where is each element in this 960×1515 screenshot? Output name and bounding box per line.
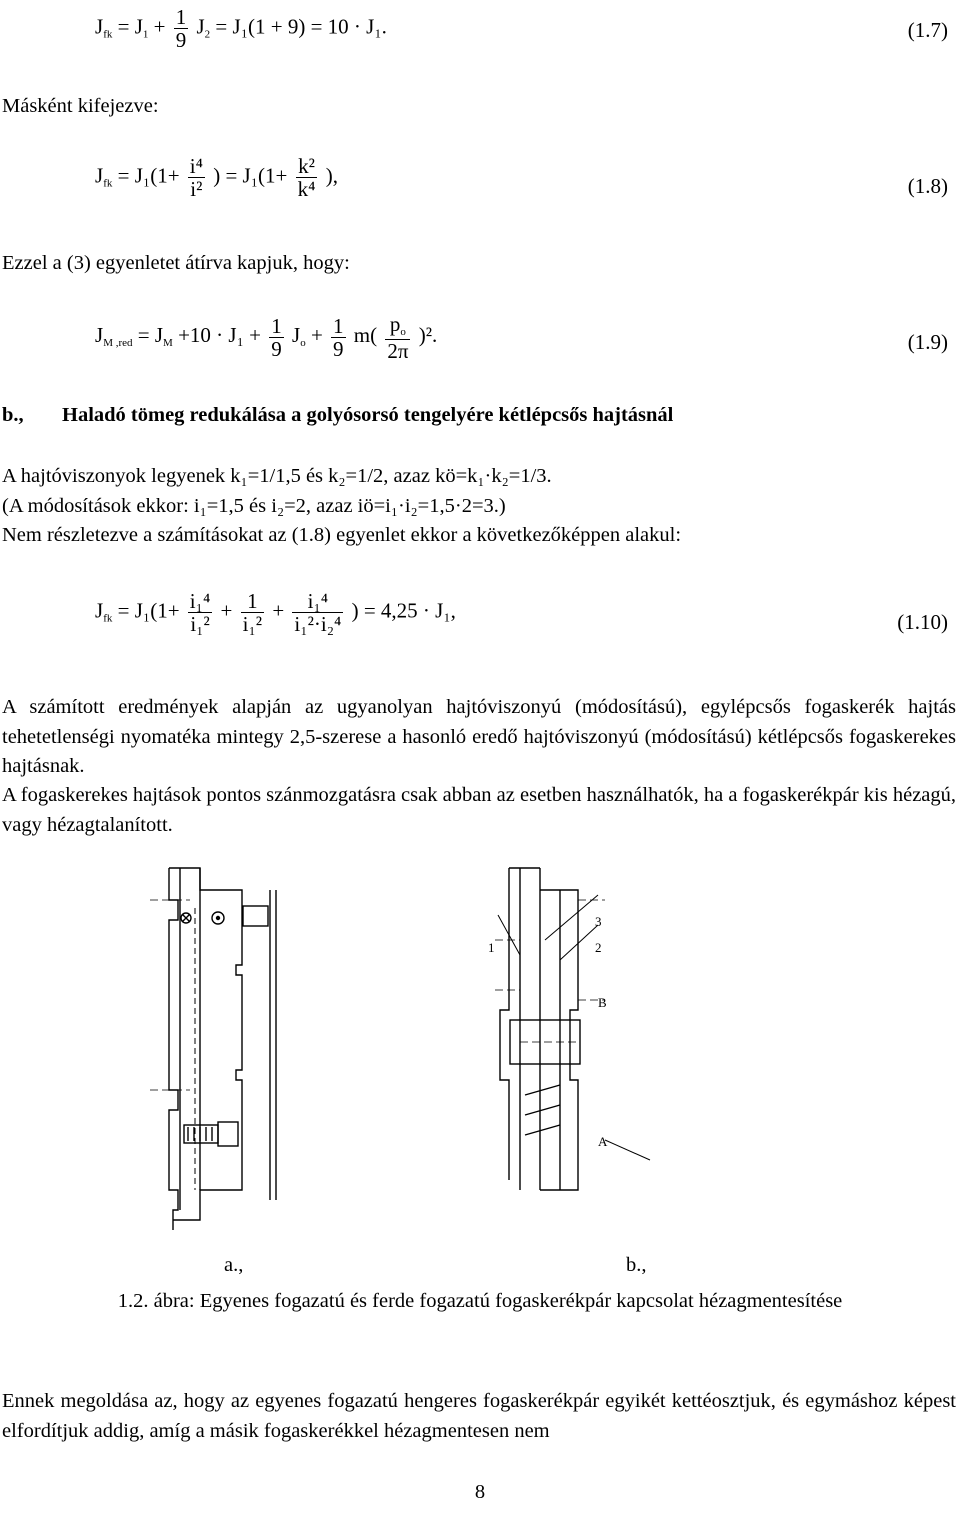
equation-1-9 bbox=[95, 313, 437, 362]
equation-number-1-10: (1.10) bbox=[897, 610, 948, 634]
eq-symbol: J bbox=[95, 163, 104, 188]
eq-part: = J bbox=[137, 323, 164, 348]
fraction-numerator: 1 bbox=[271, 313, 282, 338]
eq-operator: + bbox=[153, 14, 166, 39]
eq-part: = J₁(1+ bbox=[117, 598, 180, 623]
fraction-denominator: i₁²·i₂⁴ bbox=[294, 612, 342, 637]
fraction-numerator: 1 bbox=[247, 589, 258, 613]
tag-A: A bbox=[598, 1134, 608, 1149]
eq-part: ) = 4,25 · J₁, bbox=[351, 598, 456, 623]
fraction-1-9 bbox=[269, 315, 284, 360]
eq-subscript: o bbox=[300, 337, 306, 350]
tag-1: 1 bbox=[488, 940, 495, 955]
fraction-denominator: 9 bbox=[271, 336, 282, 361]
eq-part: m( bbox=[353, 323, 378, 348]
eq-symbol: J bbox=[95, 598, 104, 623]
eq-subscript: 2 bbox=[204, 28, 211, 41]
drawing-a bbox=[150, 868, 276, 1230]
fraction-numerator: 1 bbox=[333, 313, 344, 338]
eq-subscript: o bbox=[400, 326, 406, 338]
eq-symbol: p bbox=[389, 312, 401, 336]
fraction-denominator: k⁴ bbox=[297, 177, 316, 202]
eq-subscript: M bbox=[163, 337, 173, 350]
fraction-denominator: 9 bbox=[175, 28, 187, 53]
tag-B: B bbox=[598, 995, 607, 1010]
equation-1-10 bbox=[95, 590, 456, 635]
paragraph-line: A hajtóviszonyok legyenek k₁=1/1,5 és k₂=1/2, azaz kö=k₁·k₂=1/3. bbox=[2, 465, 552, 487]
eq-operator: + bbox=[272, 598, 285, 623]
eq-symbol: J bbox=[95, 323, 104, 348]
fraction-numerator: k² bbox=[298, 154, 315, 178]
equation-number-1-9: (1.9) bbox=[907, 330, 948, 354]
eq-part: +10 · J₁ + bbox=[178, 323, 261, 348]
page-number: 8 bbox=[474, 1481, 486, 1503]
eq-subscript: 1 bbox=[142, 28, 149, 41]
paragraph: A fogaskerekes hajtások pontos szánmozgatásra csak abban az esetben használhatók, ha a fogaskerékpár kis hézagú, vagy hézagtalanított. bbox=[2, 784, 957, 836]
fraction bbox=[296, 155, 318, 200]
eq-subscript: fk bbox=[103, 177, 113, 190]
fraction-1-9 bbox=[174, 6, 189, 51]
fraction-denominator: i² bbox=[190, 177, 203, 202]
section-title: Haladó tömeg redukálása a golyósorsó tengelyére kétlépcsős hajtásnál bbox=[62, 404, 674, 426]
equation-number-1-7: (1.7) bbox=[907, 18, 948, 42]
paragraph: A számított eredmények alapján az ugyanolyan hajtóviszonyú (módosítású), egylépcsős fogaskerék hajtás tehetetlenségi nyomatéka mintegy 2,5-szerese a hasonló eredő hajtóviszonyú (módosítású) kétlépcsős fogaskerekes hajtásnak. bbox=[2, 696, 956, 778]
eq-subscript: fk bbox=[103, 28, 113, 41]
paragraph-line: Nem részletezve a számításokat az (1.8) egyenlet ekkor a következőképpen alakul: bbox=[2, 524, 682, 546]
eq-subscript: fk bbox=[103, 612, 113, 625]
paragraph: Ennek megoldása az, hogy az egyenes fogazatú hengeres fogaskerékpár egyikét kettéosztjuk, és egymáshoz képest elfordítjuk addig, amíg a másik fogaskerékkel hézagmentesen nem bbox=[2, 1390, 956, 1442]
eq-symbol: J bbox=[134, 14, 143, 39]
eq-symbol: J bbox=[95, 14, 104, 39]
fraction-denominator: 9 bbox=[333, 336, 344, 361]
equation-number-1-8: (1.8) bbox=[907, 174, 948, 198]
paragraph-line: (A módosítások ekkor: i₁=1,5 és i₂=2, azaz iö=i₁·i₂=1,5·2=3.) bbox=[2, 495, 506, 517]
eq-operator: + bbox=[220, 598, 233, 623]
fraction-numerator: i₁⁴ bbox=[307, 589, 329, 613]
text-line: Ezzel a (3) egyenletet átírva kapjuk, hogy: bbox=[2, 252, 350, 274]
tag-2: 2 bbox=[595, 940, 602, 955]
figure-caption: 1.2. ábra: Egyenes fogazatú és ferde fogazatú fogaskerékpár kapcsolat hézagmentesítése bbox=[117, 1290, 843, 1312]
fraction bbox=[188, 155, 205, 200]
eq-rest: = J₁(1 + 9) = 10 · J₁. bbox=[215, 14, 387, 39]
eq-part: J bbox=[292, 323, 301, 348]
eq-part: = J₁(1+ bbox=[117, 163, 180, 188]
tag-3: 3 bbox=[595, 914, 602, 929]
eq-part: ) = J₁(1+ bbox=[213, 163, 288, 188]
fraction-denominator: i₁² bbox=[190, 612, 210, 637]
figure-label-a: a., bbox=[224, 1254, 244, 1276]
fraction-denominator: 2π bbox=[387, 338, 409, 363]
eq-part: ), bbox=[325, 163, 338, 188]
fraction-numerator: i₁⁴ bbox=[189, 589, 211, 613]
fraction-1-9 bbox=[331, 315, 346, 360]
eq-symbol: J bbox=[196, 14, 205, 39]
drawing-b bbox=[495, 868, 650, 1190]
equation-1-8 bbox=[95, 155, 338, 200]
figure-label-b: b., bbox=[626, 1254, 647, 1276]
section-label: b., bbox=[2, 404, 24, 426]
fraction bbox=[292, 590, 343, 635]
fraction-numerator bbox=[388, 313, 408, 339]
fraction-denominator: i₁² bbox=[242, 612, 263, 637]
eq-part: + bbox=[310, 323, 323, 348]
fraction-po-2pi bbox=[385, 313, 410, 362]
fraction bbox=[188, 590, 212, 635]
fraction-numerator: 1 bbox=[175, 5, 187, 29]
equation-1-7 bbox=[95, 6, 387, 51]
eq-part: )². bbox=[418, 323, 438, 348]
text-line: Másként kifejezve: bbox=[2, 95, 159, 117]
fraction-numerator: i⁴ bbox=[189, 154, 203, 178]
eq-subscript: M ,red bbox=[103, 337, 133, 350]
figure-drawing bbox=[0, 860, 960, 1260]
eq-operator: = bbox=[117, 14, 130, 39]
fraction bbox=[241, 590, 264, 635]
